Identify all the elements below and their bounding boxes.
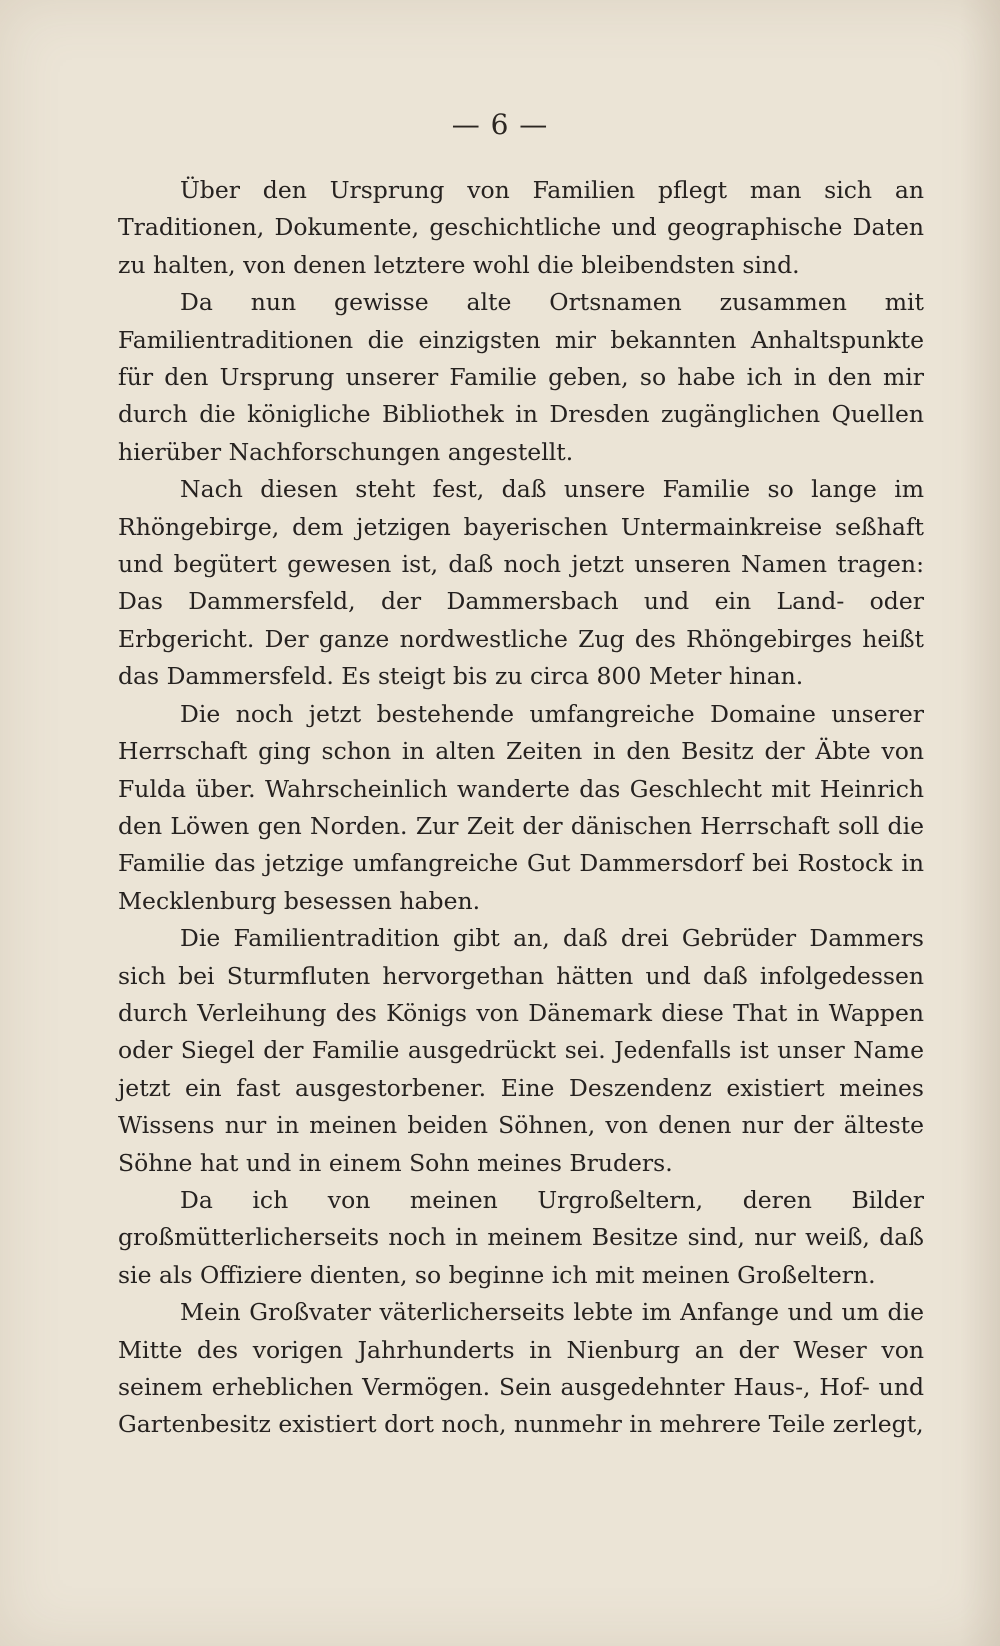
paragraph-tradition: Die Familientradition gibt an, daß drei Gebrüder Dammers sich bei Sturmfluten hervorgethan hätten und daß infolgedessen durch Verleihung des Königs von Dänemark diese That in Wappen oder Siegel der Familie ausgedrückt sei. Jedenfalls ist unser Name jetzt ein fast ausgestorbener. Eine Deszendenz existiert meines Wissens nur in meinen beiden Söhnen, von denen nur der älteste Söhne hat und in einem Sohn meines Bruders.: [118, 924, 924, 1177]
page-number: — 6 —: [451, 108, 549, 141]
paragraph-domaine: Die noch jetzt bestehende umfangreiche Domaine unserer Herrschaft ging schon in alten Zeiten in den Besitz der Äbte von Fulda über. Wahrscheinlich wanderte das Geschlecht mit Heinrich den Löwen gen Norden. Zur Zeit der dänischen Herrschaft soll die Familie das jetzige umfangreiche Gut Dammersdorf bei Rostock in Mecklenburg besessen haben.: [118, 699, 924, 915]
paragraph-grandfather: Mein Großvater väterlicherseits lebte im Anfange und um die Mitte des vorigen Jahrhunderts in Nienburg an der Weser von seinem erheblichen Vermögen. Sein ausgedehnter Haus-, Hof- und Gartenbesitz existiert dort noch, nunmehr in mehrere Teile zerlegt,: [118, 1298, 924, 1439]
paragraph-rhoen: Nach diesen steht fest, daß unsere Familie so lange im Rhöngebirge, dem jetzigen bayerischen Untermainkreise seßhaft und begütert gewesen ist, daß noch jetzt unseren Namen tragen: Das Dammersfeld, der Dammersbach und ein Land- oder Erbgericht. Der ganze nordwestliche Zug des Rhöngebirges heißt das Dammersfeld. Es steigt bis zu circa 800 Meter hinan.: [118, 475, 924, 691]
paragraph-research: Da nun gewisse alte Ortsnamen zusammen mit Familientraditionen die einzigsten mir bekannten Anhaltspunkte für den Ursprung unserer Familie geben, so habe ich in den mir durch die königliche Bibliothek in Dresden zugänglichen Quellen hierüber Nachforschungen angestellt.: [118, 288, 924, 466]
page-edge-shading: [960, 0, 1000, 1646]
paragraph-origin: Über den Ursprung von Familien pflegt man sich an Traditionen, Dokumente, geschichtliche und geographische Daten zu halten, von denen letztere wohl die bleibendsten sind.: [118, 176, 924, 279]
paragraph-great-grandparents: Da ich von meinen Urgroßeltern, deren Bilder großmütterlicherseits noch in meinem Besitze sind, nur weiß, daß sie als Offiziere dienten, so beginne ich mit meinen Großeltern.: [118, 1185, 924, 1289]
body-text: [118, 172, 924, 1444]
